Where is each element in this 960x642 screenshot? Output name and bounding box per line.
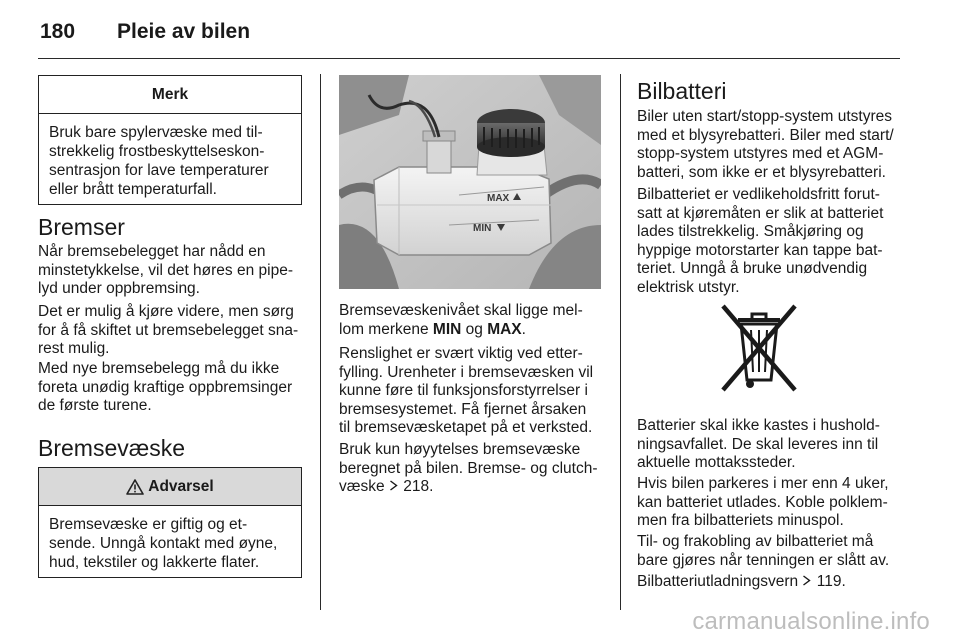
battery-paragraph-6 (637, 573, 846, 592)
text-line: Det er mulig å kjøre videre, men sørg (38, 303, 294, 320)
warning-body (39, 506, 301, 572)
battery-paragraph-5 (637, 533, 889, 570)
text-line: men fra bilbatteriets minuspol. (637, 512, 844, 529)
text-line: foreta unødig kraftige oppbremsinger (38, 378, 293, 396)
text-line: Renslighet er svært viktig ved etter- (339, 345, 583, 362)
fluid-type-paragraph (339, 441, 597, 497)
text-line: fylling. Urenheter i bremsevæsken vil (339, 363, 594, 381)
brakes-paragraph-3 (38, 360, 292, 416)
brake-fluid-reservoir-photo (339, 75, 601, 289)
text-line: elektrisk utstyr. (637, 278, 740, 296)
text-line: Når bremsebelegget har nådd en (38, 243, 266, 260)
brake-fluid-heading: Bremsevæske (38, 435, 185, 461)
warning-line: hud, tekstiler og lakkerte flater. (49, 554, 260, 571)
text-line: kan batteriet utlades. Koble polklem- (637, 493, 888, 511)
text-span: . (521, 320, 526, 338)
text-line: minstetykkelse, vil det høres en pipe- (38, 261, 293, 279)
note-line: sentrasjon for lave temperaturer (49, 162, 269, 179)
warning-icon (126, 479, 144, 495)
text-line: Hvis bilen parkeres i mer enn 4 uker, (637, 475, 889, 492)
page-ref-link[interactable] (389, 478, 433, 495)
battery-paragraph-2 (637, 186, 883, 297)
text-line (339, 321, 583, 340)
text-line (637, 573, 846, 592)
text-line: satt at kjøremåten er slik at batteriet (637, 204, 884, 222)
text-line: lades tilstrekkelig. Småkjøring og (637, 223, 864, 240)
text-line: Med nye bremsebelegg må du ikke (38, 360, 280, 377)
cleanliness-paragraph (339, 345, 593, 438)
text-span: Bilbatteriutladningsvern (637, 573, 799, 590)
text-line: Batterier skal ikke kastes i hushold- (637, 417, 880, 434)
text-line: rest mulig. (38, 340, 110, 357)
note-heading: Merk (39, 76, 301, 114)
site-watermark: carmanualsonline.info (692, 608, 930, 635)
column-divider-left (320, 74, 321, 610)
brakes-paragraph-1 (38, 243, 293, 299)
battery-heading: Bilbatteri (637, 78, 727, 104)
text-line: hyppige motorstarter kan tappe bat- (637, 241, 883, 259)
battery-paragraph-1 (637, 108, 894, 182)
crossed-out-wheelie-bin-icon (718, 300, 800, 398)
fluid-level-paragraph (339, 302, 583, 339)
brakes-paragraph-2 (38, 303, 298, 359)
text-line: til bremsevæsketapet på et verksted. (339, 419, 593, 436)
text-line: kunne føre til funksjonsforstyrrelser i (339, 382, 588, 399)
text-line: stopp-system utstyres med et AGM- (637, 145, 884, 162)
min-term: MIN (432, 320, 462, 338)
text-line: med et blysyrebatteri. Biler med start/ (637, 126, 894, 144)
text-line: bremsesystemet. Få fjernet årsaken (339, 400, 587, 418)
note-line: Bruk bare spylervæske med til- (49, 124, 263, 141)
page-number: 180 (40, 20, 76, 43)
text-line: lyd under oppbremsing. (38, 280, 200, 297)
warning-box (38, 467, 302, 578)
page-ref-link[interactable] (802, 573, 845, 590)
text-line: batteri, som ikke er et blysyrebatteri. (637, 163, 886, 181)
text-line: de første turene. (38, 397, 152, 414)
text-line: Til- og frakobling av bilbatteriet må (637, 533, 874, 550)
ref-arrow-icon (389, 478, 399, 497)
text-span: og (461, 320, 488, 338)
text-line: for å få skiftet ut bremsebelegget sna- (38, 321, 299, 339)
note-line: strekkelig frostbeskyttelseskon- (49, 143, 265, 160)
page-title: Pleie av bilen (117, 20, 251, 43)
max-mark-label: MAX (487, 193, 510, 204)
text-line: Bilbatteriet er vedlikeholdsfritt forut- (637, 186, 880, 203)
text-span: lom merkene (339, 320, 433, 338)
warning-line: sende. Unngå kontakt med øyne, (49, 535, 278, 552)
text-line: ningsavfallet. De skal leveres inn til (637, 435, 879, 453)
battery-paragraph-4 (637, 475, 889, 531)
min-mark-label: MIN (473, 223, 492, 234)
text-line: aktuelle mottakssteder. (637, 454, 796, 471)
max-term: MAX (487, 320, 522, 338)
text-span: væske (339, 478, 385, 495)
text-line: Bremsevæskenivået skal ligge mel- (339, 302, 583, 319)
text-line: teriet. Unngå å bruke unødvendig (637, 260, 868, 277)
text-line: beregnet på bilen. Bremse- og clutch- (339, 459, 598, 477)
text-line (339, 478, 597, 497)
text-line: bare gjøres når tenningen er slått av. (637, 551, 890, 569)
note-body (39, 114, 301, 199)
text-line: Biler uten start/stopp-system utstyres (637, 108, 892, 125)
note-box (38, 75, 302, 205)
ref-arrow-icon (802, 573, 812, 592)
note-line: eller brått temperaturfall. (49, 181, 217, 198)
warning-heading-bar (39, 468, 301, 506)
text-line: Bruk kun høyytelses bremsevæske (339, 441, 581, 458)
header-rule (38, 58, 900, 59)
brakes-heading: Bremser (38, 214, 125, 240)
warning-heading: Advarsel (148, 477, 214, 495)
warning-line: Bremsevæske er giftig og et- (49, 516, 248, 533)
page-ref-number: 119. (816, 573, 846, 590)
battery-paragraph-3 (637, 417, 880, 473)
page-ref-number: 218. (403, 478, 434, 495)
column-divider-right (620, 74, 621, 610)
